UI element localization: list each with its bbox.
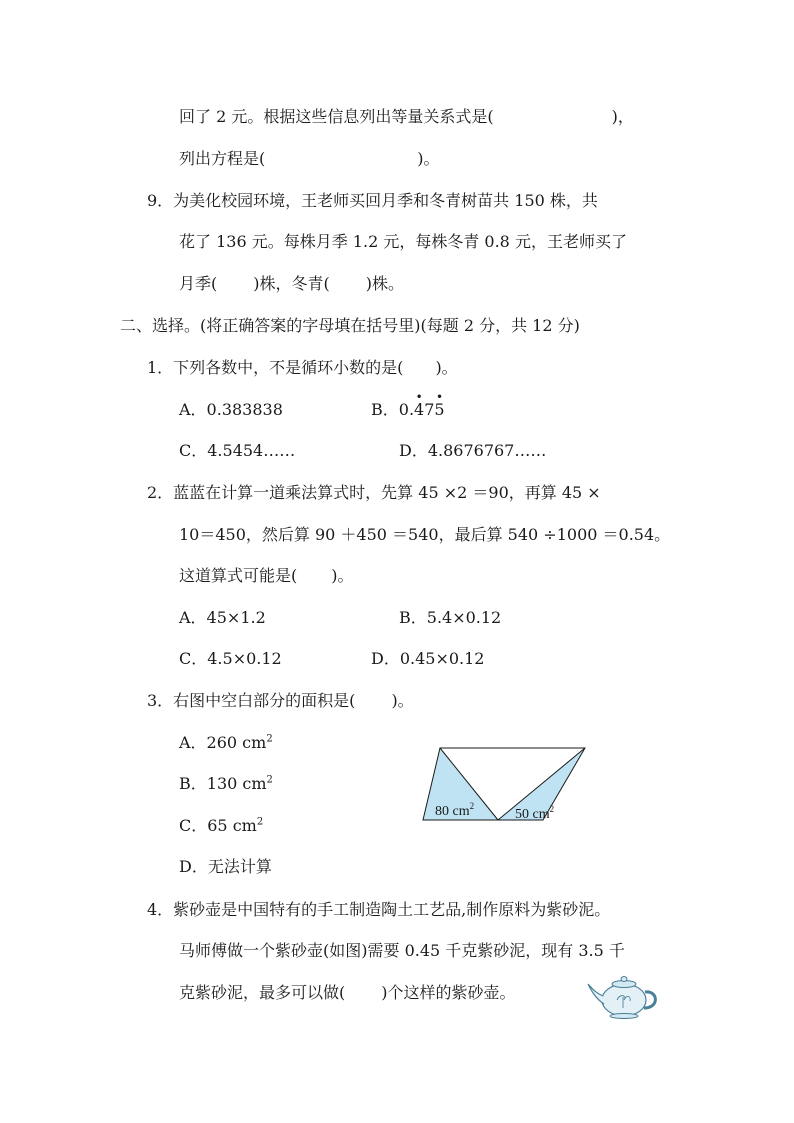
section-2-title: 二、选择。(将正确答案的字母填在括号里)(每题 2 分，共 12 分) <box>120 316 580 335</box>
q9-text: 月季( <box>179 274 218 293</box>
c4-line3 <box>179 982 516 1004</box>
c3-text: 3．右图中空白部分的面积是( <box>147 691 356 710</box>
c1-text: 1．下列各数中，不是循环小数的是( <box>147 358 404 377</box>
c1-option-a[interactable]: A．0.383838 <box>179 400 283 419</box>
c1-option-b[interactable] <box>371 390 445 421</box>
c2-option-b[interactable]: B．5.4×0.12 <box>399 608 502 627</box>
repeating-digit-end: • 5 <box>434 390 445 419</box>
q9-text: )株，冬青( <box>253 274 330 293</box>
c3-option-b[interactable]: B．130 $cm^2$ <box>179 774 273 793</box>
c2-option-d[interactable]: D．0.45×0.12 <box>371 649 485 668</box>
area-label-80: 80 $cm^2$ <box>435 801 475 819</box>
c3-stem <box>147 690 414 712</box>
c2-text: 这道算式可能是( <box>179 566 298 585</box>
area-label-50: 50 $cm^2$ <box>515 804 555 822</box>
q8-line2 <box>179 148 440 170</box>
repeating-digit-start: • 4 <box>414 390 425 419</box>
teapot-icon <box>586 970 662 1022</box>
parallelogram-figure <box>418 740 590 826</box>
c1-b-digit: 7 <box>424 400 435 419</box>
c1-b-prefix: B．0. <box>371 400 415 419</box>
q9-line2: 花了 136 元。每株月季 1.2 元，每株冬青 0.8 元，王老师买了 <box>179 232 627 251</box>
c2-line3 <box>179 565 354 587</box>
c4-text: )个这样的紫砂壶。 <box>381 983 516 1002</box>
c3-option-d[interactable]: D．无法计算 <box>179 857 272 876</box>
c1-option-c[interactable]: C．4.5454…… <box>179 441 296 460</box>
c4-text: 克紫砂泥，最多可以做( <box>179 983 346 1002</box>
repeat-dot-icon: • <box>435 390 444 404</box>
q8-text: 列出方程是( <box>179 149 266 168</box>
c1-text: )。 <box>435 358 458 377</box>
c2-line1: 2．蓝蓝在计算一道乘法算式时，先算 45 ×2 ＝90，再算 45 × <box>147 483 601 502</box>
repeat-dot-icon: • <box>415 390 423 404</box>
q8-line1 <box>179 106 634 128</box>
c2-option-a[interactable]: A．45×1.2 <box>179 608 266 627</box>
c1-option-d[interactable]: D．4.8676767…… <box>399 441 547 460</box>
q9-text: )株。 <box>365 274 404 293</box>
c4-line1: 4．紫砂壶是中国特有的手工制造陶土工艺品,制作原料为紫砂泥。 <box>147 900 611 919</box>
c4-line2: 马师傅做一个紫砂壶(如图)需要 0.45 千克紫砂泥，现有 3.5 千 <box>179 941 625 960</box>
c3-text: )。 <box>391 691 414 710</box>
q8-text: 回了 2 元。根据这些信息列出等量关系式是( <box>179 107 494 126</box>
q8-text: )。 <box>417 149 440 168</box>
c2-line2: 10＝450，然后算 90 ＋450 ＝540，最后算 540 ÷1000 ＝0.54。 <box>179 525 671 544</box>
c2-text: )。 <box>331 566 354 585</box>
q8-text: )， <box>611 107 634 126</box>
q9-line1: 9．为美化校园环境，王老师买回月季和冬青树苗共 150 株，共 <box>147 191 598 210</box>
c3-option-c[interactable]: C．65 $cm^2$ <box>179 816 264 835</box>
c2-option-c[interactable]: C．4.5×0.12 <box>179 649 282 668</box>
q9-line3 <box>179 273 404 295</box>
c1-stem <box>147 357 458 379</box>
c3-option-a[interactable]: A．260 $cm^2$ <box>179 733 273 752</box>
